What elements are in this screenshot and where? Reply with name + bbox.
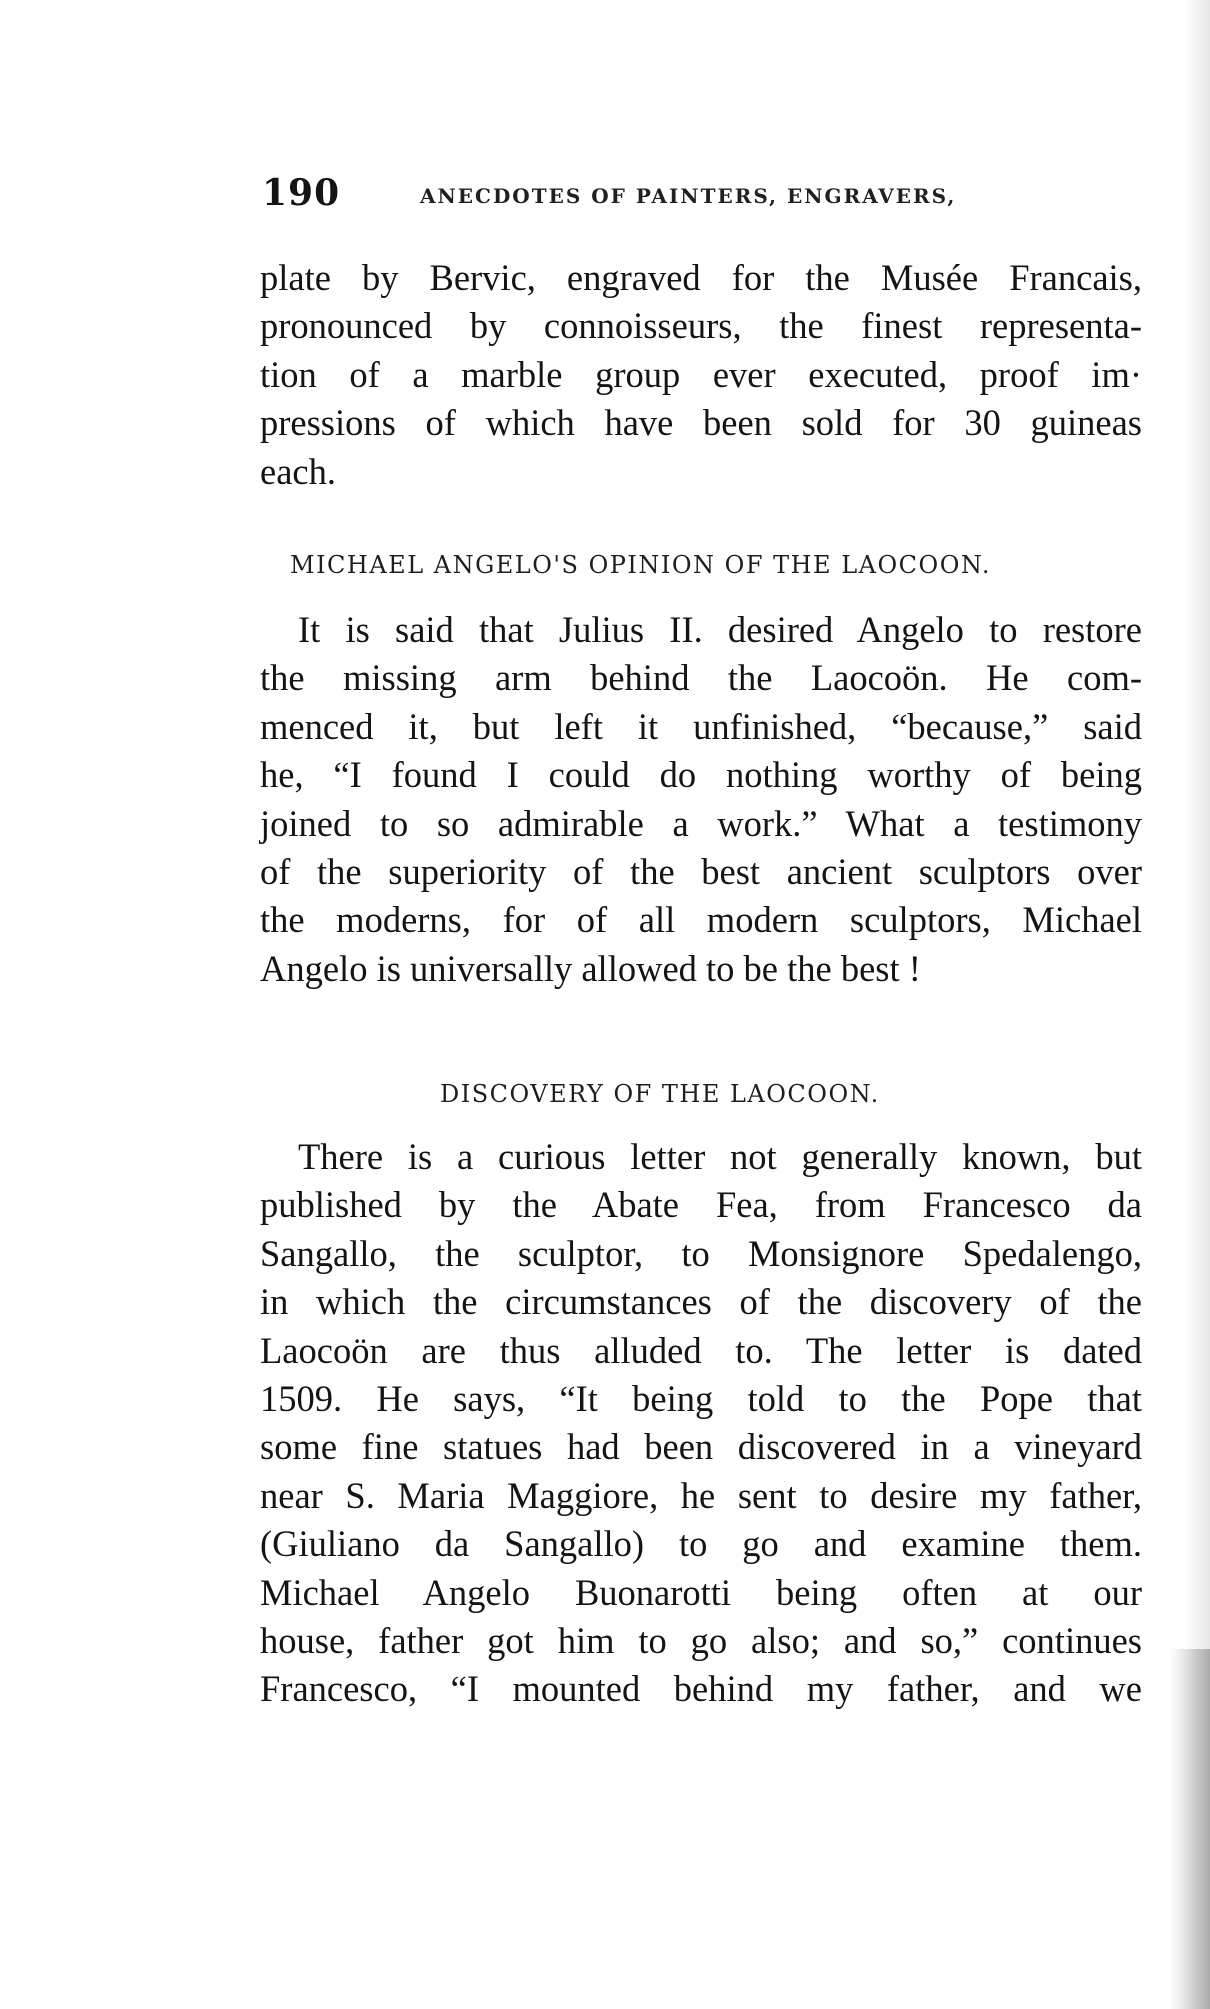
text-line: Sangallo, the sculptor, to Monsignore Spedalengo,: [260, 1232, 1142, 1274]
text-line: Laocoön are thus alluded to. The letter is dated: [260, 1329, 1142, 1371]
running-title: ANECDOTES OF PAINTERS, ENGRAVERS,: [420, 184, 957, 208]
text-line: Michael Angelo Buonarotti being often at our: [260, 1571, 1142, 1613]
section-heading: DISCOVERY OF THE LAOCOON.: [440, 1080, 880, 1108]
page-number: 190: [262, 172, 341, 214]
opening-paragraph: [260, 254, 1142, 496]
text-line: house, father got him to go also; and so,” continues: [260, 1620, 1142, 1662]
text-line: joined to so admirable a work.” What a testimony: [260, 802, 1142, 844]
text-line: the moderns, for of all modern sculptors, Michael: [260, 899, 1142, 941]
section-paragraph: [260, 606, 1142, 993]
section-heading: MICHAEL ANGELO'S OPINION OF THE LAOCOON.: [290, 551, 991, 579]
text-line: 1509. He says, “It being told to the Pope that: [260, 1378, 1142, 1420]
text-line: tion of a marble group ever executed, proof im·: [260, 353, 1142, 395]
text-line: in which the circumstances of the discovery of the: [260, 1281, 1142, 1323]
text-line: near S. Maria Maggiore, he sent to desire my father,: [260, 1474, 1142, 1516]
text-line: of the superiority of the best ancient sculptors over: [260, 851, 1142, 893]
section-paragraph: [260, 1133, 1142, 1714]
text-line: (Giuliano da Sangallo) to go and examine them.: [260, 1523, 1142, 1565]
text-line: each.: [260, 450, 336, 492]
page-edge-shadow-bottom: [1170, 1649, 1210, 2009]
text-line: he, “I found I could do nothing worthy of being: [260, 754, 1142, 796]
text-line: plate by Bervic, engraved for the Musée Francais,: [260, 257, 1142, 298]
text-line: pronounced by connoisseurs, the finest representa-: [260, 305, 1142, 347]
text-line: the missing arm behind the Laocoön. He com-: [260, 657, 1142, 699]
text-line: Francesco, “I mounted behind my father, and we: [260, 1668, 1142, 1710]
running-head: [262, 172, 1042, 222]
text-line: pressions of which have been sold for 30 guineas: [260, 402, 1142, 444]
text-line: some fine statues had been discovered in a vineyard: [260, 1426, 1142, 1468]
text-line: There is a curious letter not generally known, but: [298, 1136, 1142, 1177]
text-line: published by the Abate Fea, from Francesco da: [260, 1184, 1142, 1226]
text-line: Angelo is universally allowed to be the best !: [260, 947, 921, 989]
text-line: It is said that Julius II. desired Angelo to restore: [298, 609, 1142, 650]
text-line: menced it, but left it unfinished, “because,” said: [260, 705, 1142, 747]
